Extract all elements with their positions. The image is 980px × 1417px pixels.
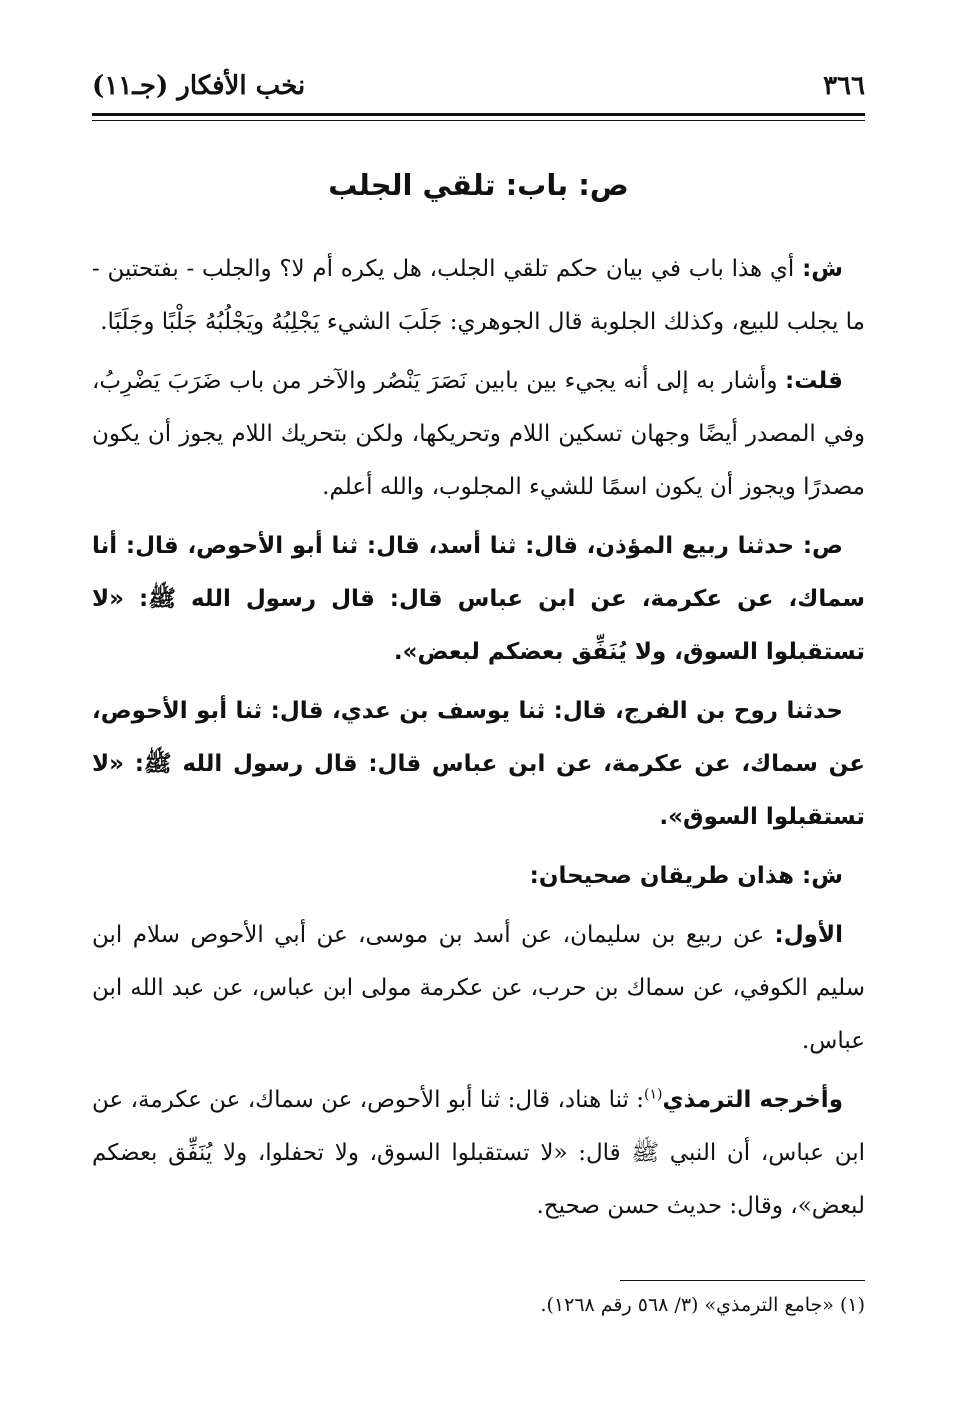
header-rule-thin [92, 120, 865, 121]
page-number: ٣٦٦ [823, 71, 865, 101]
running-title: نخب الأفكار (جـ١١) [92, 71, 306, 101]
paragraph-4-hadith-text: حدثنا روح بن الفرج، قال: ثنا يوسف بن عدي، قال: ثنا أبو الأحوص، عن سماك، عن عكرمة، عن ابن عباس قال: قال رسول الله ﷺ: «لا تستقبلوا السوق». [92, 698, 865, 830]
paragraph-text: حدثنا ربيع المؤذن، قال: ثنا أسد، قال: ثنا أبو الأحوص، قال: أنا سماك، عن عكرمة، عن ابن عباس قال: قال رسول الله ﷺ: «لا تستقبلوا السوق، ولا يُنَفِّق بعضكم لبعض». [92, 533, 865, 665]
paragraph-1 [92, 243, 865, 349]
main-text [92, 243, 865, 1239]
page-header [92, 66, 865, 106]
section-title: ص: باب: تلقي الجلب [328, 168, 629, 202]
paragraph-3-hadith-text [92, 520, 865, 679]
paragraph-7 [92, 1074, 865, 1233]
paragraph-text: : ثنا هناد، قال: ثنا أبو الأحوص، عن سماك، عن عكرمة، عن ابن عباس، أن النبي ﷺ قال: «لا تستقبلوا السوق، ولا تحفلوا، ولا يُنَفِّق بعضكم لبعض»، وقال: حديث حسن صحيح. [92, 1087, 865, 1219]
footnote-divider [620, 1280, 865, 1281]
paragraph-lead: الأول: [774, 922, 843, 948]
footnote-reference[interactable]: (١) [644, 1086, 663, 1103]
paragraph-lead: ص: [802, 533, 843, 559]
header-rule-thick [92, 113, 865, 116]
paragraph-lead: وأخرجه الترمذي [662, 1087, 843, 1113]
paragraph-text: أي هذا باب في بيان حكم تلقي الجلب، هل يكره أم لا؟ والجلب - بفتحتين - ما يجلب للبيع، وكذلك الجلوبة قال الجوهري: جَلَبَ الشيء يَجْلِبُهُ ويَجْلُبُهُ جَلْبًا وجَلَبًا. [92, 256, 865, 335]
paragraph-lead: ش: [802, 256, 843, 282]
footnote-1: (١) «جامع الترمذي» (٣/ ٥٦٨ رقم ١٢٦٨). [540, 1294, 865, 1316]
paragraph-text: وأشار به إلى أنه يجيء بين بابين نَصَرَ يَنْصُر والآخر من باب ضَرَبَ يَضْرِبُ، وفي المصدر أيضًا وجهان تسكين اللام وتحريكها، ولكن بتحريك اللام يجوز أن يكون مصدرًا ويجوز أن يكون اسمًا للشيء المجلوب، والله أعلم. [92, 368, 865, 500]
paragraph-text: عن ربيع بن سليمان، عن أسد بن موسى، عن أبي الأحوص سلام ابن سليم الكوفي، عن سماك بن حرب، عن عكرمة مولى ابن عباس، عن عبد الله ابن عباس. [92, 922, 865, 1054]
paragraph-2 [92, 355, 865, 514]
paragraph-6 [92, 909, 865, 1068]
paragraph-lead: قلت: [785, 368, 843, 394]
paragraph-5-chains: ش: هذان طريقان صحيحان: [529, 863, 843, 889]
